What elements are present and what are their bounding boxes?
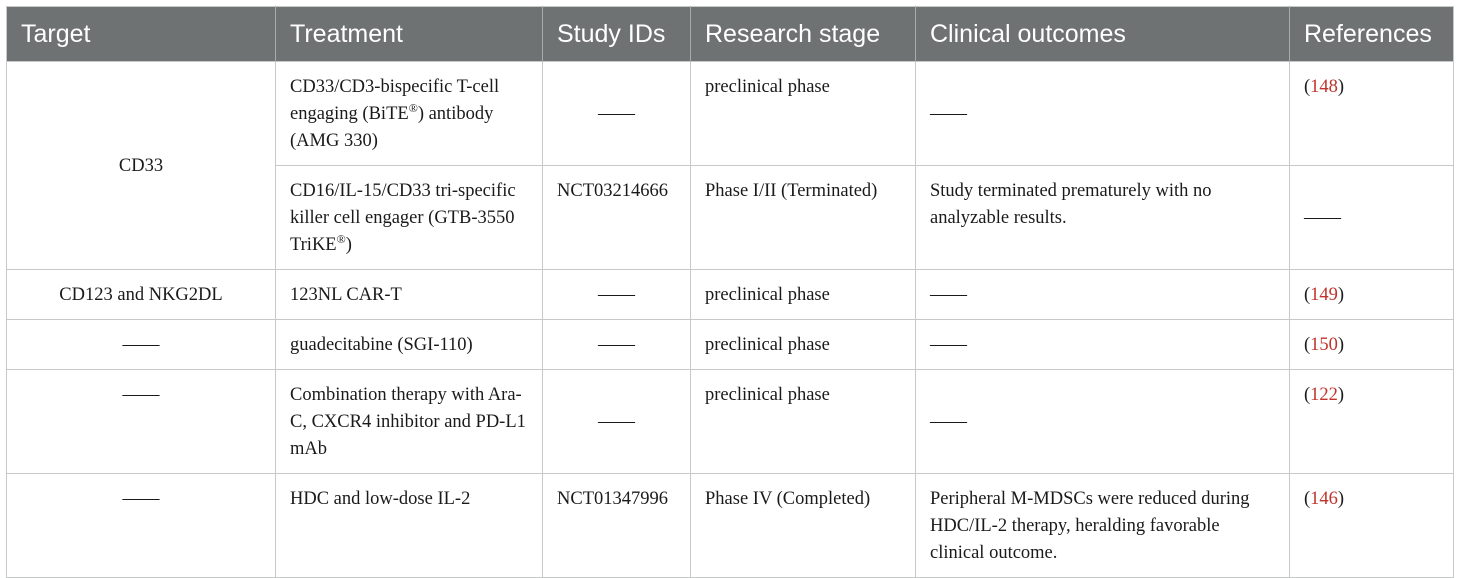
reference-cell — [1290, 62, 1454, 166]
research-stage-cell: Phase IV (Completed) — [691, 474, 916, 578]
reference-link[interactable]: 146 — [1310, 489, 1338, 509]
table-row — [7, 270, 1454, 320]
ref-paren-open: ( — [1304, 77, 1311, 97]
treatment-cell: guadecitabine (SGI-110) — [276, 320, 543, 370]
table-row — [7, 62, 1454, 166]
study-id-cell: —— — [543, 370, 691, 474]
reference-link[interactable]: 150 — [1310, 335, 1338, 355]
ref-paren-open: ( — [1304, 489, 1311, 509]
treatment-cell: Combination therapy with Ara-C, CXCR4 inhibitor and PD-L1 mAb — [276, 370, 543, 474]
reference-cell — [1290, 320, 1454, 370]
ref-paren-close: ) — [1337, 385, 1345, 405]
table-row — [7, 370, 1454, 474]
ref-paren-close: ) — [1337, 77, 1345, 97]
study-id-cell: NCT03214666 — [543, 166, 691, 270]
reference-link[interactable]: 148 — [1310, 77, 1338, 97]
study-id-cell: —— — [543, 62, 691, 166]
clinical-outcome-cell: Peripheral M-MDSCs were reduced during HDC/IL-2 therapy, heralding favorable clinical outcome. — [916, 474, 1290, 578]
reference-cell — [1290, 474, 1454, 578]
clinical-outcome-cell: —— — [916, 370, 1290, 474]
header-row — [7, 7, 1454, 62]
treatment-cell: HDC and low-dose IL-2 — [276, 474, 543, 578]
target-cell: CD33 — [7, 62, 276, 270]
table-row — [7, 474, 1454, 578]
target-cell: CD123 and NKG2DL — [7, 270, 276, 320]
ref-paren-close: ) — [1337, 285, 1345, 305]
research-stage-cell: preclinical phase — [691, 62, 916, 166]
treatment-text: CD33/CD3-bispecific T-cell engaging (BiTE — [290, 77, 500, 124]
reference-link[interactable]: 122 — [1310, 385, 1338, 405]
research-stage-cell: preclinical phase — [691, 270, 916, 320]
research-stage-cell: preclinical phase — [691, 370, 916, 474]
research-stage-cell: preclinical phase — [691, 320, 916, 370]
reference-link[interactable]: 149 — [1310, 285, 1338, 305]
clinical-outcome-cell: —— — [916, 320, 1290, 370]
target-cell: —— — [7, 474, 276, 578]
table-container — [6, 6, 1453, 578]
study-id-cell: —— — [543, 320, 691, 370]
treatment-cell — [276, 62, 543, 166]
table-row — [7, 320, 1454, 370]
ref-paren-open: ( — [1304, 285, 1311, 305]
ref-paren-close: ) — [1337, 335, 1345, 355]
research-stage-cell: Phase I/II (Terminated) — [691, 166, 916, 270]
target-cell: —— — [7, 370, 276, 474]
registered-mark: ® — [408, 100, 418, 115]
treatment-text-end: ) — [345, 235, 352, 255]
target-cell: —— — [7, 320, 276, 370]
ref-paren-open: ( — [1304, 335, 1311, 355]
header-target: Target — [7, 7, 276, 62]
therapy-table — [6, 6, 1454, 578]
registered-mark: ® — [336, 231, 346, 246]
header-references: References — [1290, 7, 1454, 62]
reference-cell — [1290, 270, 1454, 320]
treatment-text-end: ) antibody (AMG 330) — [290, 104, 494, 151]
treatment-cell — [276, 166, 543, 270]
ref-paren-open: ( — [1304, 385, 1311, 405]
treatment-cell: 123NL CAR-T — [276, 270, 543, 320]
reference-cell: —— — [1290, 166, 1454, 270]
treatment-text: CD16/IL-15/CD33 tri-specific killer cell engager (GTB-3550 TriKE — [290, 181, 516, 255]
clinical-outcome-cell: —— — [916, 270, 1290, 320]
study-id-cell: NCT01347996 — [543, 474, 691, 578]
clinical-outcome-cell: —— — [916, 62, 1290, 166]
header-clinical-outcomes: Clinical outcomes — [916, 7, 1290, 62]
reference-cell — [1290, 370, 1454, 474]
ref-paren-close: ) — [1337, 489, 1345, 509]
header-treatment: Treatment — [276, 7, 543, 62]
header-study-ids: Study IDs — [543, 7, 691, 62]
study-id-cell: —— — [543, 270, 691, 320]
clinical-outcome-cell: Study terminated prematurely with no analyzable results. — [916, 166, 1290, 270]
header-research-stage: Research stage — [691, 7, 916, 62]
